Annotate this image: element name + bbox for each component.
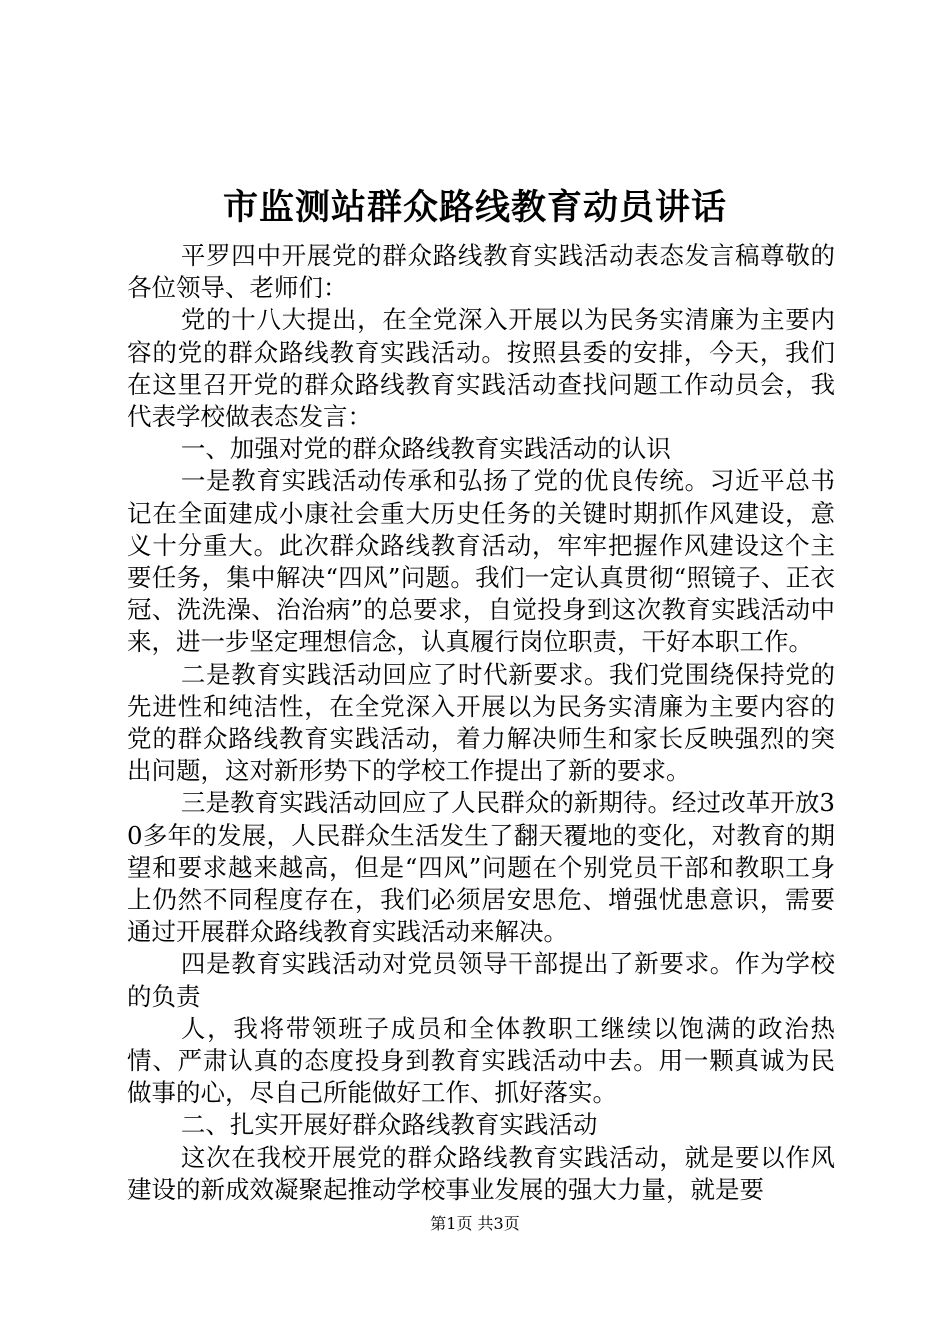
paragraph-opening: 党的十八大提出，在全党深入开展以为民务实清廉为主要内容的党的群众路线教育实践活动。按照县委的安排，今天，我们在这里召开党的群众路线教育实践活动查找问题工作动员会，我代表学校做表态发言： xyxy=(127,305,835,432)
paragraph-point-2: 二是教育实践活动回应了时代新要求。我们党围绕保持党的先进性和纯洁性，在全党深入开展以为民务实清廉为主要内容的党的群众路线教育实践活动，着力解决师生和家长反映强烈的突出问题，这对新形势下的学校工作提出了新的要求。 xyxy=(127,659,835,786)
paragraph-point-4: 四是教育实践活动对党员领导干部提出了新要求。作为学校的负责 xyxy=(127,949,835,1011)
page-footer: 第1页 共3页 xyxy=(430,1214,520,1233)
section-heading-1: 一、加强对党的群众路线教育实践活动的认识 xyxy=(180,434,671,464)
section-heading-2: 二、扎实开展好群众路线教育实践活动 xyxy=(180,1110,598,1140)
paragraph-point-1: 一是教育实践活动传承和弘扬了党的优良传统。习近平总书记在全面建成小康社会重大历史任务的关键时期抓作风建设，意义十分重大。此次群众路线教育活动，牢牢把握作风建设这个主要任务，集中解决“四风”问题。我们一定认真贯彻“照镜子、正衣冠、洗洗澡、治治病”的总要求，自觉投身到这次教育实践活动中来，进一步坚定理想信念，认真履行岗位职责，干好本职工作。 xyxy=(127,466,835,657)
paragraph-point-3: 三是教育实践活动回应了人民群众的新期待。经过改革开放30多年的发展，人民群众生活发生了翻天覆地的变化，对教育的期望和要求越来越高，但是“四风”问题在个别党员干部和教职工身上仍然不同程度存在，我们必须居安思危、增强忧患意识，需要通过开展群众路线教育实践活动来解决。 xyxy=(127,788,835,947)
paragraph-section-2: 这次在我校开展党的群众路线教育实践活动，就是要以作风建设的新成效凝聚起推动学校事业发展的强大力量，就是要 xyxy=(127,1142,835,1204)
document-title: 市监测站群众路线教育动员讲话 xyxy=(222,187,727,228)
paragraph-intro: 平罗四中开展党的群众路线教育实践活动表态发言稿尊敬的各位领导、老师们： xyxy=(127,241,835,303)
document-body xyxy=(127,240,835,1206)
paragraph-point-4-cont: 人，我将带领班子成员和全体教职工继续以饱满的政治热情、严肃认真的态度投身到教育实践活动中去。用一颗真诚为民做事的心，尽自己所能做好工作、抓好落实。 xyxy=(127,1013,835,1108)
